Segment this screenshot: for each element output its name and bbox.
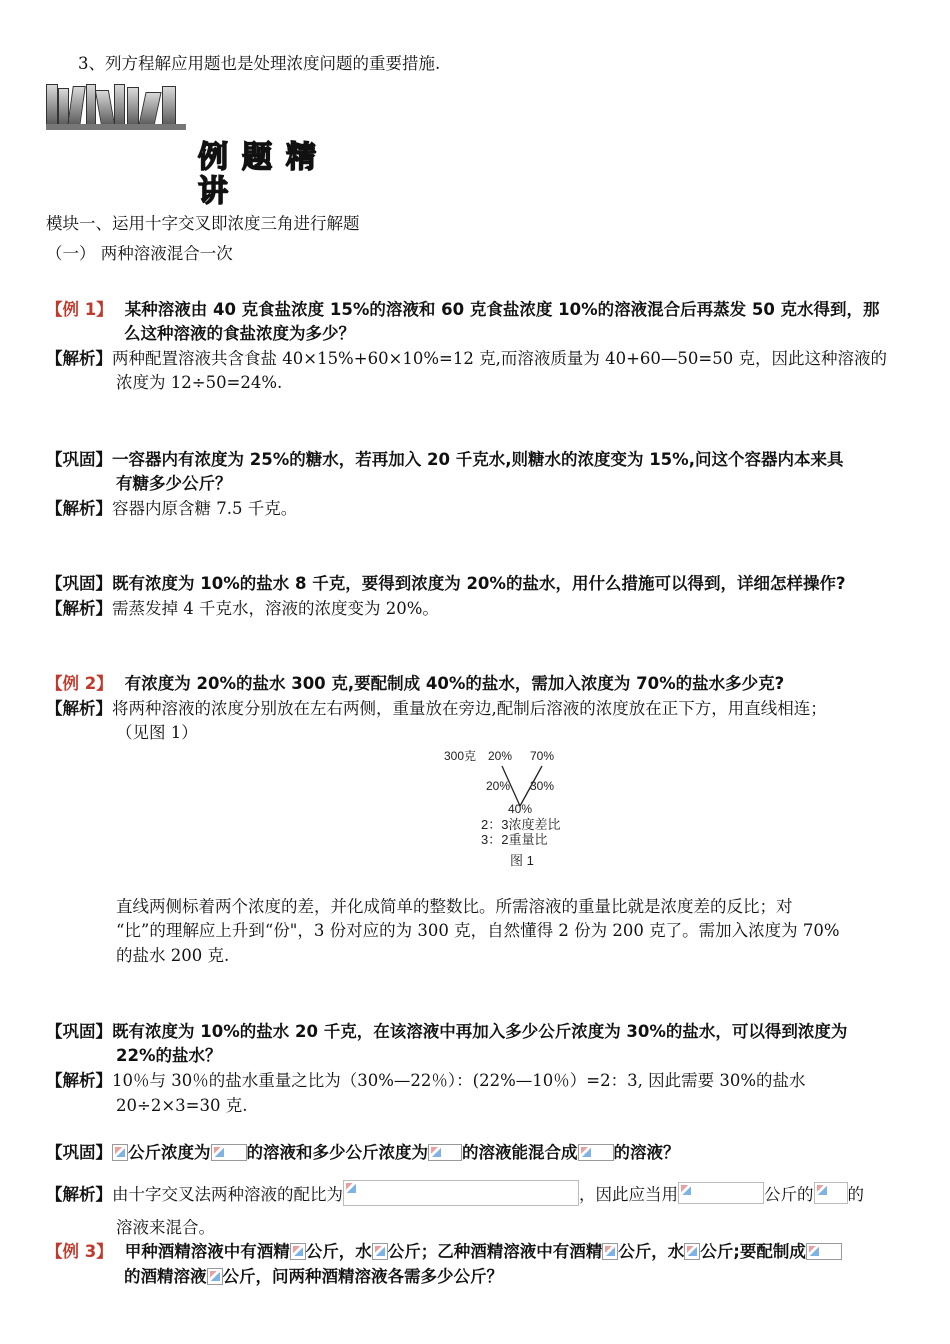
example2-analysis-line2: （见图 1） <box>116 723 198 742</box>
banner-title-cut: 讲 <box>198 174 228 209</box>
example2-explain-line3: 的盐水 200 克. <box>116 946 230 965</box>
broken-image-icon <box>343 1180 579 1206</box>
consolidate4-analysis-line1: 【解析】由十字交叉法两种溶液的配比为 ，因此应当用 公斤的 的 <box>46 1180 864 1207</box>
broken-image-icon <box>578 1144 614 1161</box>
consolidate3-analysis-line2: 20÷2×3=30 克. <box>116 1096 248 1115</box>
figure-caption: 图 1 <box>510 853 534 868</box>
consolidate2-question: 【巩固】既有浓度为 10%的盐水 8 千克，要得到浓度为 20%的盐水，用什么措施可以得到，详细怎样操作? <box>46 574 846 593</box>
example1-analysis-line1: 【解析】两种配置溶液共含食盐 40×15%+60×10%=12 克,而溶液质量为 40+60—50=50 克，因此这种溶液的 <box>46 349 887 368</box>
example2-explain-line1: 直线两侧标着两个浓度的差，并化成简单的整数比。所需溶液的重量比就是浓度差的反比；对 <box>116 897 793 916</box>
consolidate3-analysis-line1: 【解析】10％与 30％的盐水重量之比为（30%—22％）：(22%—10％）=2：3, 因此需要 30%的盐水 <box>46 1071 806 1090</box>
banner-title: 例题精 <box>198 140 330 175</box>
example1-question-line2: 么这种溶液的食盐浓度为多少？ <box>124 324 355 343</box>
books-decoration <box>46 84 186 126</box>
example2-analysis-line1: 【解析】将两种溶液的浓度分别放在左右两侧，重量放在旁边,配制后溶液的浓度放在正下方，用直线相连； <box>46 699 827 718</box>
broken-image-icon <box>684 1243 700 1260</box>
example3-question-line1: 【例 3】 甲种酒精溶液中有酒精 公斤，水 公斤；乙种酒精溶液中有酒精 公斤，水 公斤;要配制成 <box>46 1240 842 1264</box>
consolidate3-question-line1: 【巩固】既有浓度为 10%的盐水 20 千克，在该溶液中再加入多少公斤浓度为 30%的盐水，可以得到浓度为 <box>46 1022 848 1041</box>
example2-explain-line2: “比”的理解应上升到“份"，3 份对应的为 300 克，自然懂得 2 份为 200 克了。需加入浓度为 70% <box>116 921 840 940</box>
cross-diagram-figure <box>430 740 600 875</box>
consolidate4-analysis-line2: 溶液来混合。 <box>116 1218 215 1237</box>
section-title: （一） 两种溶液混合一次 <box>46 244 233 263</box>
example1-question-line1: 【例 1】 某种溶液由 40 克食盐浓度 15%的溶液和 60 克食盐浓度 10%的溶液混合后再蒸发 50 克水得到，那 <box>46 300 880 319</box>
figure-right-concentration: 70% <box>530 749 555 763</box>
consolidate1-analysis: 【解析】容器内原含糖 7.5 千克。 <box>46 499 298 518</box>
intro-line: 3、列方程解应用题也是处理浓度问题的重要措施. <box>78 54 441 73</box>
broken-image-icon <box>806 1243 842 1260</box>
figure-weight-label: 300克 <box>444 749 477 763</box>
broken-image-icon <box>814 1182 848 1204</box>
consolidate1-question-line2: 有糖多少公斤？ <box>116 474 232 493</box>
figure-ratio-weight: 3：2重量比 <box>481 832 548 847</box>
broken-image-icon <box>211 1144 247 1161</box>
module-title: 模块一、运用十字交叉即浓度三角进行解题 <box>46 214 360 233</box>
figure-left-concentration: 20% <box>488 749 513 763</box>
broken-image-icon <box>372 1243 388 1260</box>
consolidate1-question-line1: 【巩固】一容器内有浓度为 25%的糖水，若再加入 20 千克水,则糖水的浓度变为 15%,问这个容器内本来具 <box>46 450 844 469</box>
broken-image-icon <box>290 1243 306 1260</box>
broken-image-icon <box>602 1243 618 1260</box>
consolidate2-analysis: 【解析】需蒸发掉 4 千克水，溶液的浓度变为 20%。 <box>46 599 439 618</box>
example1-analysis-line2: 浓度为 12÷50=24%. <box>116 373 283 392</box>
figure-ratio-concentration: 2：3浓度差比 <box>481 817 561 832</box>
example3-question-line2: 的酒精溶液 公斤，问两种酒精溶液各需多少公斤？ <box>124 1267 503 1286</box>
consolidate4-question: 【巩固】 公斤浓度为 的溶液和多少公斤浓度为 的溶液能混合成 的溶液？ <box>46 1143 680 1162</box>
broken-image-icon <box>678 1182 764 1204</box>
figure-left-difference: 20% <box>486 779 511 793</box>
broken-image-icon <box>207 1268 223 1285</box>
figure-result-concentration: 40% <box>508 802 533 816</box>
broken-image-icon <box>428 1144 462 1161</box>
example2-question: 【例 2】 有浓度为 20%的盐水 300 克,要配制成 40%的盐水，需加入浓度为 70%的盐水多少克? <box>46 674 785 693</box>
figure-right-difference: 30% <box>530 779 555 793</box>
broken-image-icon <box>112 1144 128 1161</box>
consolidate3-question-line2: 22%的盐水？ <box>116 1046 222 1065</box>
